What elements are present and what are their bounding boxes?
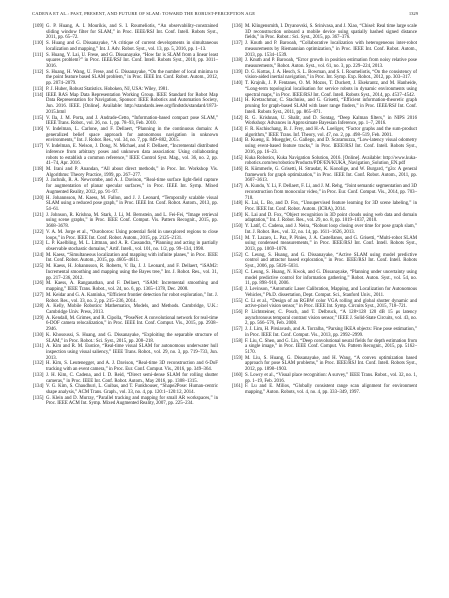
- reference-number: [116]: [33, 126, 44, 132]
- reference-number: [161]: [232, 384, 243, 390]
- reference-number: [118]: [33, 166, 44, 172]
- reference-text: M. Kaess, “Simultaneous localization and mapping with infinite planes,” in Proc. IEEE Int. Conf. Robot. Autom., 2015, pp. 4605–4611.: [46, 252, 218, 264]
- reference-text: K. Lai and D. Fox, “Object recognition in 3D point clouds using web data and domain adaptation,” Int. J. Robot. Res., vol. 29, no. 8, pp. 1019–1037, 2010.: [245, 212, 417, 224]
- reference-number: [120]: [33, 195, 44, 201]
- reference-entry: [232, 253, 417, 270]
- reference-number: [132]: [33, 361, 44, 367]
- reference-number: [151]: [232, 235, 243, 241]
- reference-entry: [33, 93, 218, 116]
- reference-text: J. Knuth and P. Barooah, “Error growth in position estimation from noisy relative pose measurements,” Robot. Auton. Syst., vol. 61, no. 3, pp. 229–224, 2013.: [245, 58, 417, 70]
- reference-text: F. Lu and E. Milios, “Globally consistent range scan alignment for environment mapping,” Auton. Robots, vol. 4, no. 4, pp. 333–349, 1997.: [245, 384, 417, 395]
- reference-number: [146]: [232, 166, 243, 172]
- reference-number: [135]: [33, 395, 44, 401]
- reference-entry: [232, 138, 417, 155]
- reference-number: [159]: [232, 355, 243, 361]
- reference-number: [149]: [232, 212, 243, 218]
- reference-number: [114]: [33, 92, 44, 98]
- reference-number: [156]: [232, 309, 243, 315]
- reference-number: [139]: [232, 69, 243, 75]
- reference-number: [127]: [33, 292, 44, 298]
- reference-number: [111]: [33, 52, 44, 58]
- reference-entry: [232, 373, 417, 384]
- reference-number: [137]: [232, 41, 243, 47]
- reference-text: R. Kümmerle, G. Grisetti, H. Strasdat, K. Konolige, and W. Burgard, “g2o: A general framework for graph optimization,” in Proc. IEEE Int. Conf. Robot. Autom., 2011, pp. 3607–3613.: [245, 166, 417, 184]
- reference-entry: [33, 316, 218, 333]
- reference-entry: [232, 236, 417, 253]
- reference-entry: [33, 178, 218, 195]
- reference-text: M. Klingensmith, I. Dryanovski, S. Srinivasa, and J. Xiao, “Chisel: Real time large scale 3D reconstruction onboard a mobile device using spatially hashed signed distance fields,” in Proc. Robot.: Sci. Syst., 2015, pp. 367–376.: [245, 24, 417, 41]
- reference-entry: [232, 58, 417, 69]
- reference-entry: [33, 70, 218, 87]
- reference-entry: [232, 270, 417, 287]
- reference-number: [147]: [232, 184, 243, 190]
- reference-text: A. Kelly, Mobile Robotics: Mathematics, Models, and Methods. Cambridge, U.K.: Cambridge Univ. Press, 2013.: [46, 304, 218, 315]
- running-header: [32, 11, 418, 19]
- reference-text: G. P. Huang, A. I. Mourikis, and S. I. Roumeliotis, “An observability-constrained sliding window filter for SLAM,” in Proc. IEEE/RSJ Int. Conf. Intell. Robots Syst., 2011, pp. 65–72.: [46, 24, 218, 41]
- reference-number: [136]: [232, 24, 243, 29]
- reference-number: [131]: [33, 344, 44, 350]
- reference-text: F. R. Kschischang, B. J. Frey, and H.-A. Loeliger, “Factor graphs and the sum-product algorithm,” IEEE Trans. Inf. Theory, vol. 47, no. 2, pp. 498–519, Feb. 2001.: [245, 126, 417, 138]
- reference-text: M. Keidar and G. A. Kaminka, “Efficient frontier detection for robot exploration,” Int. J. Robot. Res., vol. 33, no. 2, pp. 215–236, 2014.: [46, 292, 218, 304]
- reference-text: S. Huang and G. Dissanayake, “A critique of current developments in simultaneous localization and mapping,” Int. J. Adv. Robot. Syst., vol. 13, pp. 5, 2016, pp. 1–13.: [46, 41, 218, 52]
- reference-entry: [232, 201, 417, 212]
- reference-number: [142]: [232, 115, 243, 121]
- reference-text: IEEE RAS Map Data Representation Working Group. IEEE Standard for Robot Map Data Representation for Navigation, Sponsor: IEEE Robotics and Automation Society, Jun. 2016. IEEE. [Online]. Available: http://standards.ieee.org/findstds/standard/1873-2015.html: [46, 92, 218, 115]
- reference-entry: [33, 281, 218, 292]
- references-right-column: [232, 24, 417, 396]
- reference-text: M. Kaess, A. Ranganathan, and F. Dellaert, “iSAM: Incremental smoothing and mapping,” IEEE Trans. Robot., vol. 24, no. 6, pp. 1365–1378, Dec. 2008.: [46, 281, 218, 293]
- reference-number: [119]: [33, 178, 44, 184]
- reference-number: [140]: [232, 81, 243, 87]
- reference-entry: [232, 98, 417, 115]
- reference-entry: [33, 41, 218, 52]
- references-left-column: [33, 24, 218, 407]
- reference-text: C. Leung, S. Huang, and G. Dissanayake, “Active SLAM using model predictive control and attractor based exploration,” in Proc. IEEE/RSJ Int. Conf. Intell. Robots Syst., 2006, pp. 5026–5031.: [245, 252, 417, 270]
- reference-entry: [232, 339, 417, 356]
- reference-entry: [33, 253, 218, 264]
- reference-entry: [232, 127, 417, 138]
- reference-number: [129]: [33, 315, 44, 321]
- reference-number: [150]: [232, 224, 243, 230]
- reference-entry: [33, 213, 218, 230]
- reference-text: L. P. Kaelbling, M. L. Littman, and A. R. Cassandra, “Planning and acting in partially observable stochastic domains,” Artif. Intell., vol. 101, no. 1/2, pp. 99–134, 1998.: [46, 241, 218, 253]
- reference-text: J. Levinson, “Automatic Laser Calibration, Mapping, and Localization for Autonomous Vehicles,” Ph.D. dissertation, Dept. Comput. Sci., Stanford Univ., 2011.: [245, 287, 417, 298]
- reference-text: V. Ila, J. M. Porta, and J. Andrade-Cetto, “Information-based compact pose SLAM,” IEEE Trans. Robot., vol. 26, no. 1, pp. 78–93, Feb. 2010.: [46, 115, 218, 127]
- reference-text: J. H. Kim, C. Cadena, and I. D. Reid, “Direct semi-dense SLAM for rolling shutter cameras,” in Proc. IEEE Int. Conf. Robot. Autom., May 2016, pp. 1308–1315.: [46, 372, 218, 384]
- reference-text: F. Liu, C. Shen, and G. Lin, “Deep convolutional neural fields for depth estimation from a single image,” in Proc. IEEE Conf. Comput. Vis. Pattern Recognit., 2015, pp. 5162–5170.: [245, 338, 417, 355]
- reference-number: [143]: [232, 126, 243, 132]
- reference-text: G. Klein and D. Murray, “Parallel tracking and mapping for small AR workspaces,” in Proc. IEEE ACM Int. Symp. Mixed Augmented Reality, 2007, pp. 225–234.: [46, 395, 218, 407]
- reference-number: [128]: [33, 304, 44, 310]
- reference-text: P. J. Huber, Robust Statistics. Hoboken, NJ, USA: Wiley, 1981.: [46, 86, 169, 92]
- reference-number: [113]: [33, 86, 44, 92]
- reference-text: J. Johnson, R. Krishna, M. Stark, J. Li, M. Bernstein, and L. Fei-Fei, “Image retrieval using scene graphs,” in Proc. IEEE Conf. Comput. Vis. Pattern Recognit., 2015, pp. 3668–3678.: [46, 212, 218, 230]
- reference-text: C. Li et al., “Design of an RGBW color VGA rolling and global shutter dynamic and active-pixel vision sensor,” in Proc. IEEE Int. Symp. Circuits Syst., 2015, 718–721.: [245, 298, 417, 310]
- reference-text: M. Kaess, H. Johannsson, R. Roberts, V. Ila, J. J. Leonard, and F. Dellaert, “iSAM2: Incremental smoothing and mapping using the Bayes tree,” Int. J. Robot. Res., vol. 31, pp. 217–236, 2012.: [46, 264, 218, 281]
- reference-text: Y. Latif, C. Cadena, and J. Neira, “Robust loop closing over time for pose graph slam,” Int. J. Robot. Res., vol. 32, no. 14, pp. 1611–1626, 2013.: [245, 224, 417, 235]
- reference-entry: [232, 384, 417, 395]
- reference-number: [123]: [33, 241, 44, 247]
- reference-entry: [33, 167, 218, 178]
- reference-text: J. Knuth and P. Barooah, “Collaborative localization with heterogeneous inter-robot measurements by Riemannian optimization,” in Proc. IEEE Int. Conf. Robot. Autom., 2013, pp. 1534–1539.: [245, 41, 417, 58]
- reference-entry: [232, 116, 417, 127]
- reference-number: [122]: [33, 229, 44, 235]
- reference-number: [110]: [33, 41, 44, 47]
- reference-entry: [33, 241, 218, 252]
- reference-text: M. Irani and P. Anandan, “All about direct methods,” in Proc. Int. Workshop Vis. Algorithms: Theory Practice, 1999, pp. 267–277.: [46, 166, 218, 178]
- reference-number: [125]: [33, 264, 44, 270]
- reference-number: [148]: [232, 201, 243, 207]
- reference-text: D. G. Kottas, J. A. Hesch, S. L. Bowman, and S. I. Roumeliotis, “On the consistency of vision-aided inertial navigation,” in Proc. Int. Symp. Exp. Robot., 2012, pp. 303–317.: [245, 69, 417, 81]
- reference-number: [124]: [33, 252, 44, 258]
- reference-entry: [33, 396, 218, 407]
- reference-number: [144]: [232, 138, 243, 144]
- reference-text: T. Krajník, J. P. Fentanes, O. M. Mozos, T. Duckett, J. Ekekrantz, and M. Hanheide, “Long-term topological localisation for service robots in dynamic environments using spectral maps,” in Proc. IEEE/RSJ Int. Conf. Intell. Robots Syst., 2014, pp. 4537–4542.: [245, 81, 417, 98]
- reference-text: H. Johannsson, M. Kaess, M. Fallon, and J. J. Leonard, “Temporally scalable visual SLAM using a reduced pose graph,” in Proc. IEEE Int. Conf. Robot. Autom., 2013, pp. 54–61.: [46, 195, 218, 212]
- reference-number: [157]: [232, 327, 243, 333]
- reference-entry: [232, 70, 417, 81]
- reference-text: V. Indelman, E. Nelson, J. Dong, N. Michael, and F. Dellaert, “Incremental distributed inference from arbitrary poses and unknown data association: Using collaborating robots to establish a common reference,” IEEE Control Syst. Mag., vol. 36, no. 2, pp. 41–74, Apr. 2016.: [46, 144, 218, 167]
- reference-text: A. Kundu, Y. Li, F. Dellaert, F. Li, and J. M. Rehg, “Joint semantic segmentation and 3D reconstruction from monocular video,” in Proc. Eur. Conf. Comput. Vis., 2014, pp. 703–718.: [245, 184, 417, 201]
- reference-number: [109]: [33, 24, 44, 29]
- reference-entry: [232, 327, 417, 338]
- reference-number: [133]: [33, 372, 44, 378]
- reference-text: B. Kueng, E. Mueggler, G. Gallego, and D. Scaramuzza, “Low-latency visual odometry using event-based feature tracks,” in Proc. IEEE/RSJ Int. Conf. Intell. Robots Syst., 2016, pp. 16–23.: [245, 138, 417, 155]
- reference-entry: [33, 293, 218, 304]
- reference-number: [154]: [232, 287, 243, 293]
- reference-text: A. Kendall, M. Grimes, and R. Cipolla, “PoseNet: A convolutional network for real-time 6-DOF camera relocalization,” in Proc. IEEE Int. Conf. Comput. Vis., 2015, pp. 2938–2946.: [46, 315, 218, 333]
- reference-entry: [232, 299, 417, 310]
- reference-number: [130]: [33, 332, 44, 338]
- reference-entry: [33, 144, 218, 167]
- reference-entry: [33, 333, 218, 344]
- reference-text: H. Kretzschmar, C. Stachniss, and G. Grisetti, “Efficient information-theoretic graph pruning for graph-based SLAM with laser range finders,” in Proc. IEEE/RSJ Int. Conf. Intell. Robots Syst., 2011, pp. 865–871.: [245, 98, 417, 115]
- reference-entry: [33, 53, 218, 70]
- reference-number: [112]: [33, 69, 44, 75]
- reference-text: V. Indelman, L. Carlone, and F. Dellaert, “Planning in the continuous domain: A generalized belief space approach for autonomous navigation in unknown environments,” Int. J. Robot. Res., vol. 34, no. 7, pp. 849–882, 2015.: [46, 126, 218, 144]
- reference-text: P. Lichtsteiner, C. Posch, and T. Delbruck, “A 128×128 120 dB 15 μs latency asynchronous temporal contrast vision sensor,” IEEE J. Solid-State Circuits, vol. 43, no. 2, pp. 566–576, Feb. 2008.: [245, 309, 417, 327]
- reference-text: K. Lai, L. Bo, and D. Fox, “Unsupervised feature learning for 3D scene labeling,” in Proc. IEEE Int. Conf. Robot. Autom. (ICRA), 2014.: [245, 201, 417, 212]
- reference-text: K. Khosoussi, S. Huang, and G. Dissanayake, “Exploiting the separable structure of SLAM,” in Proc. Robot.: Sci. Syst., 2015, pp. 208–218.: [46, 332, 218, 344]
- reference-entry: [232, 81, 417, 98]
- reference-entry: [232, 213, 417, 224]
- reference-number: [153]: [232, 269, 243, 275]
- reference-entry: [232, 184, 417, 201]
- reference-entry: [232, 224, 417, 235]
- reference-text: S. Huang, Y. Lai, U. Frese, and G. Dissanayake, “How far is SLAM from a linear least squares problem?” in Proc. IEEE/RSJ Int. Conf. Intell. Robots Syst., 2010, pp. 3011–3016.: [46, 52, 218, 70]
- reference-entry: [33, 373, 218, 384]
- reference-text: J. J. Lim, H. Pirsiavash, and A. Torralba, “Parsing IKEA objects: Fine pose estimation,” in Proc. IEEE Int. Conf. Comput. Vis., 2013, pp. 2992–2999.: [245, 327, 417, 338]
- reference-entry: [33, 304, 218, 315]
- reference-entry: [33, 24, 218, 41]
- reference-text: C. Leung, S. Huang, N. Kwok, and G. Dissanayake, “Planning under uncertainty using model predictive control for information gathering,” Robot. Auton. Syst., vol. 54, no. 11, pp. 898–910, 2006.: [245, 269, 417, 287]
- reference-text: V. G. Kim, S. Chaudhuri, L. Guibas, and T. Funkhouser, “Shape2Pose: Human-centric shape analysis,” ACM Trans. Graph., vol. 33, no. 4, pp. 120:1–120:12, 2014.: [46, 384, 218, 395]
- reference-entry: [232, 167, 417, 184]
- reference-number: [160]: [232, 372, 243, 378]
- reference-entry: [33, 264, 218, 281]
- page-number: 1329: [408, 11, 418, 16]
- reference-entry: [232, 287, 417, 298]
- reference-entry: [232, 41, 417, 58]
- reference-entry: [232, 24, 417, 41]
- reference-entry: [33, 127, 218, 144]
- reference-entry: [232, 310, 417, 327]
- reference-text: H. Kim, S. Leutenegger, and A. J. Davison, “Real-time 3D reconstruction and 6-DoF tracking with an event camera,” in Proc. Eur. Conf. Comput. Vis., 2016, pp. 349–364.: [46, 361, 218, 373]
- reference-text: S. Lowry et al., “Visual place recognition: A survey,” IEEE Trans. Robot., vol. 32, no. 1, pp. 1–19, Feb. 2016.: [245, 372, 417, 384]
- reference-entry: [232, 156, 417, 167]
- reference-number: [121]: [33, 212, 44, 218]
- reference-entry: [33, 384, 218, 395]
- reference-number: [155]: [232, 298, 243, 304]
- reference-text: V. A. M. Jorge et al., “Ouroboros: Using potential field in unexplored regions to close loops,” in Proc. IEEE Int. Conf. Robot. Autom., 2015, pp. 2125–2131.: [46, 229, 218, 241]
- reference-text: J. Jachnik, R. A. Newcombe, and A. J. Davison, “Real-time surface light-field capture for augmentation of planar specular surfaces,” in Proc. IEEE Int. Symp. Mixed Augmented Reality, 2012, pp. 91–97.: [46, 178, 218, 195]
- running-header-title: CADENA ET AL.: PAST, PRESENT, AND FUTURE OF SLAM: TOWARD THE ROBUST-PERCEPTION AGE: [32, 11, 256, 16]
- reference-text: R. G. Krishnan, U. Shalit, and D. Sontag, “Deep Kalman filters,” in NIPS 2016 Workshop: Advances in Approximate Bayesian Inference, pp. 1–7, 2016.: [245, 115, 417, 127]
- reference-number: [141]: [232, 98, 243, 104]
- reference-text: M. T. Lazaro, L. Paz, P. Pinies, J. A. Castellanos, and G. Grisetti, “Multi-robot SLAM using condensed measurements,” in Proc. IEEE/RSJ Int. Conf. Intell. Robots Syst., 2013, pp. 1069–1076.: [245, 235, 417, 253]
- reference-number: [117]: [33, 144, 44, 150]
- reference-entry: [33, 116, 218, 127]
- reference-entry: [232, 356, 417, 373]
- reference-text: Kuka Robotics, Kuka Navigation Solution, 2016. [Online]. Available: http://www.kuka-robotics.com/res/robotics/Products/PDF/EN/KUKA_Navigation_Solution_EN.pdf: [245, 155, 417, 167]
- reference-entry: [33, 196, 218, 213]
- reference-number: [138]: [232, 58, 243, 64]
- reference-text: A. Kim and R. M. Eustice, “Real-time visual SLAM for autonomous underwater hull inspection using visual saliency,” IEEE Trans. Robot., vol. 29, no. 3, pp. 719–733, Jun. 2013.: [46, 344, 218, 361]
- reference-number: [152]: [232, 252, 243, 258]
- reference-text: S. Huang, H. Wang, U. Frese, and G. Dissanayake, “On the number of local minima to the point feature based SLAM problem,” in Proc. IEEE Int. Conf. Robot. Autom., 2012, pp. 2074–2079.: [46, 69, 218, 87]
- reference-number: [126]: [33, 281, 44, 287]
- reference-number: [145]: [232, 155, 243, 161]
- reference-entry: [33, 344, 218, 361]
- reference-text: M. Liu, S. Huang, G. Dissanayake, and H. Wang, “A convex optimization based approach for pose SLAM problems,” in Proc. IEEE/RSJ Int. Conf. Intell. Robots Syst., 2012, pp. 1898–1903.: [245, 355, 417, 373]
- reference-entry: [33, 361, 218, 372]
- reference-number: [158]: [232, 338, 243, 344]
- reference-number: [115]: [33, 115, 44, 121]
- reference-entry: [33, 230, 218, 241]
- reference-number: [134]: [33, 384, 44, 390]
